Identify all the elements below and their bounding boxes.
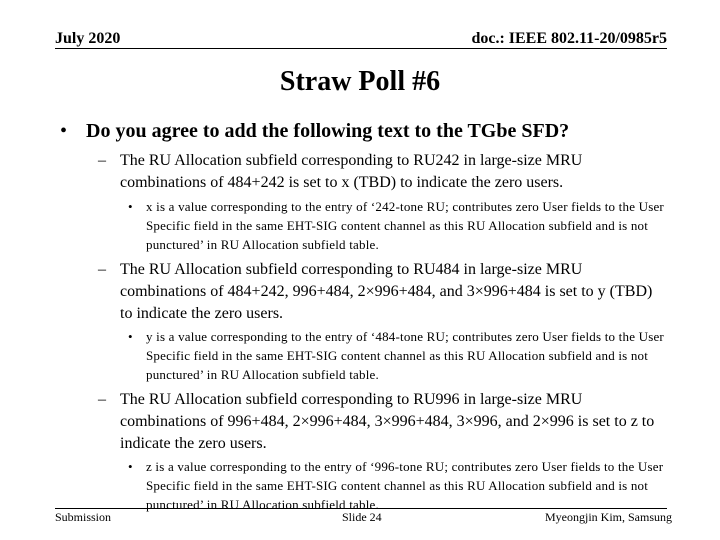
header-doc-id: doc.: IEEE 802.11-20/0985r5 (471, 30, 667, 47)
footer-author: Myeongjin Kim, Samsung (544, 510, 672, 524)
item-2-note: y is a value corresponding to the entry of ‘484-tone RU; contributes zero User fields to the User Specific field in the same EHT-SIG content channel as this RU Allocation subfield and is not punctured’ in RU Allocation subfield table. (146, 329, 664, 382)
item-2-note-bullet: • (128, 329, 133, 344)
item-1-text: The RU Allocation subfield corresponding to RU242 in large-size MRU combinations of 484+242 is set to x (TBD) to indicate the zero users. (120, 152, 583, 191)
item-2-text: The RU Allocation subfield corresponding to RU484 in large-size MRU combinations of 484+242, 996+484, 2×996+484, and 3×996+484 is set to y (TBD) to indicate the zero users. (120, 261, 653, 322)
item-2-dash: – (98, 261, 106, 278)
footer-rule (55, 508, 667, 509)
header-rule (55, 48, 667, 49)
footer-slide-number: Slide 24 (342, 510, 382, 524)
item-1-note-bullet: • (128, 199, 133, 214)
header-date: July 2020 (55, 30, 121, 47)
slide-title: Straw Poll #6 (279, 66, 441, 97)
item-1-dash: – (98, 152, 106, 169)
footer-submission: Submission (55, 510, 112, 524)
item-1-note: x is a value corresponding to the entry of ‘242-tone RU; contributes zero User fields to the User Specific field in the same EHT-SIG content channel as this RU Allocation subfield and is not punctured’ in RU Allocation subfield table. (146, 199, 664, 252)
item-3-note: z is a value corresponding to the entry of ‘996-tone RU; contributes zero User fields to the User Specific field in the same EHT-SIG content channel as this RU Allocation subfield and is not punctured’ in RU Allocation subfield table. (146, 459, 664, 512)
item-3-text: The RU Allocation subfield corresponding to RU996 in large-size MRU combinations of 996+484, 2×996+484, 3×996+484, 3×996, and 2×996 is set to z to indicate the zero users. (120, 391, 655, 452)
question-bullet: • (60, 120, 68, 142)
question-text: Do you agree to add the following text to the TGbe SFD? (86, 120, 570, 142)
item-3-note-bullet: • (128, 459, 133, 474)
item-3-dash: – (98, 391, 106, 408)
